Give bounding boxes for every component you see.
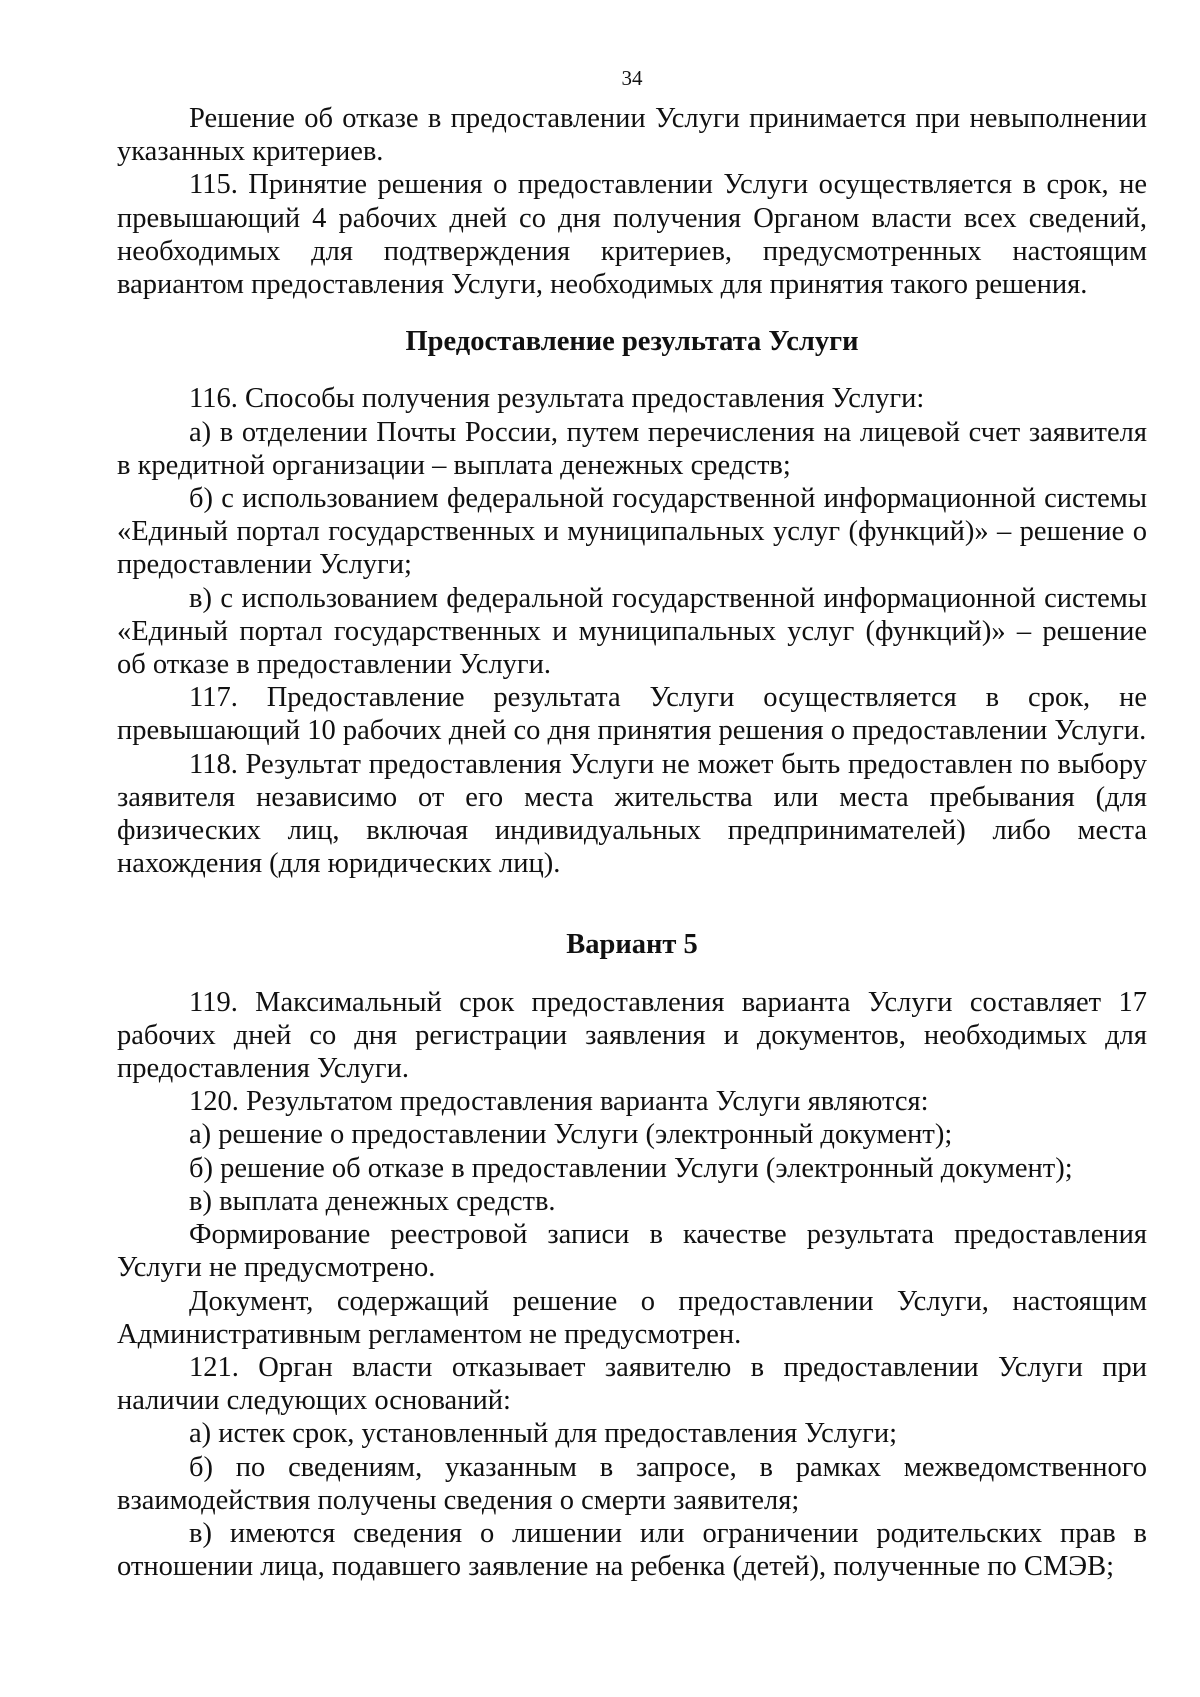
paragraph-registry-record: Формирование реестровой записи в качестве результата предоставления Услуги не предусмотрено. <box>117 1219 1147 1284</box>
paragraph-116-a: а) в отделении Почты России, путем перечисления на лицевой счет заявителя в кредитной организации – выплата денежных средств; <box>117 416 1147 481</box>
paragraph-120-b: б) решение об отказе в предоставлении Услуги (электронный документ); <box>189 1152 1073 1184</box>
paragraph-117: 117. Предоставление результата Услуги осуществляется в срок, не превышающий 10 рабочих дней со дня принятия решения о предоставлении Услуги. <box>117 682 1147 747</box>
section-heading-result: Предоставление результата Услуги <box>405 326 859 358</box>
paragraph-116: 116. Способы получения результата предоставления Услуги: <box>189 383 925 415</box>
paragraph-121: 121. Орган власти отказывает заявителю в предоставлении Услуги при наличии следующих оснований: <box>117 1351 1147 1417</box>
paragraph-116-b: б) с использованием федеральной государственной информационной системы «Единый портал государственных и муниципальных услуг (функций)» – решение о предоставлении Услуги; <box>117 483 1147 581</box>
paragraph-decision-document: Документ, содержащий решение о предоставлении Услуги, настоящим Административным регламентом не предусмотрен. <box>117 1285 1147 1350</box>
paragraph-121-v: в) имеются сведения о лишении или ограничении родительских прав в отношении лица, подавшего заявление на ребенка (детей), полученные по СМЭВ; <box>117 1517 1147 1583</box>
paragraph-118: 118. Результат предоставления Услуги не может быть предоставлен по выбору заявителя независимо от его места жительства или места пребывания (для физических лиц, включая индивидуальных предпринимателей) либо места нахождения (для юридических лиц). <box>117 748 1147 880</box>
paragraph-refusal-decision: Решение об отказе в предоставлении Услуги принимается при невыполнении указанных критериев. <box>117 103 1147 168</box>
paragraph-120-a: а) решение о предоставлении Услуги (электронный документ); <box>189 1119 953 1151</box>
paragraph-120-v: в) выплата денежных средств. <box>189 1185 556 1217</box>
paragraph-121-a: а) истек срок, установленный для предоставления Услуги; <box>189 1418 898 1450</box>
page-number: 34 <box>621 66 643 90</box>
paragraph-121-b: б) по сведениям, указанным в запросе, в рамках межведомственного взаимодействия получены сведения о смерти заявителя; <box>117 1451 1147 1516</box>
paragraph-116-v: в) с использованием федеральной государственной информационной системы «Единый портал государственных и муниципальных услуг (функций)» – решение об отказе в предоставлении Услуги. <box>117 582 1147 681</box>
paragraph-119: 119. Максимальный срок предоставления варианта Услуги составляет 17 рабочих дней со дня регистрации заявления и документов, необходимых для предоставления Услуги. <box>117 986 1147 1085</box>
document-page <box>117 64 1147 1583</box>
paragraph-115: 115. Принятие решения о предоставлении Услуги осуществляется в срок, не превышающий 4 рабочих дней со дня получения Органом власти всех сведений, необходимых для подтверждения критериев, предусмотренных настоящим вариантом предоставления Услуги, необходимых для принятия такого решения. <box>117 169 1147 301</box>
paragraph-120: 120. Результатом предоставления варианта Услуги являются: <box>189 1086 929 1118</box>
section-heading-variant-5: Вариант 5 <box>566 929 698 961</box>
